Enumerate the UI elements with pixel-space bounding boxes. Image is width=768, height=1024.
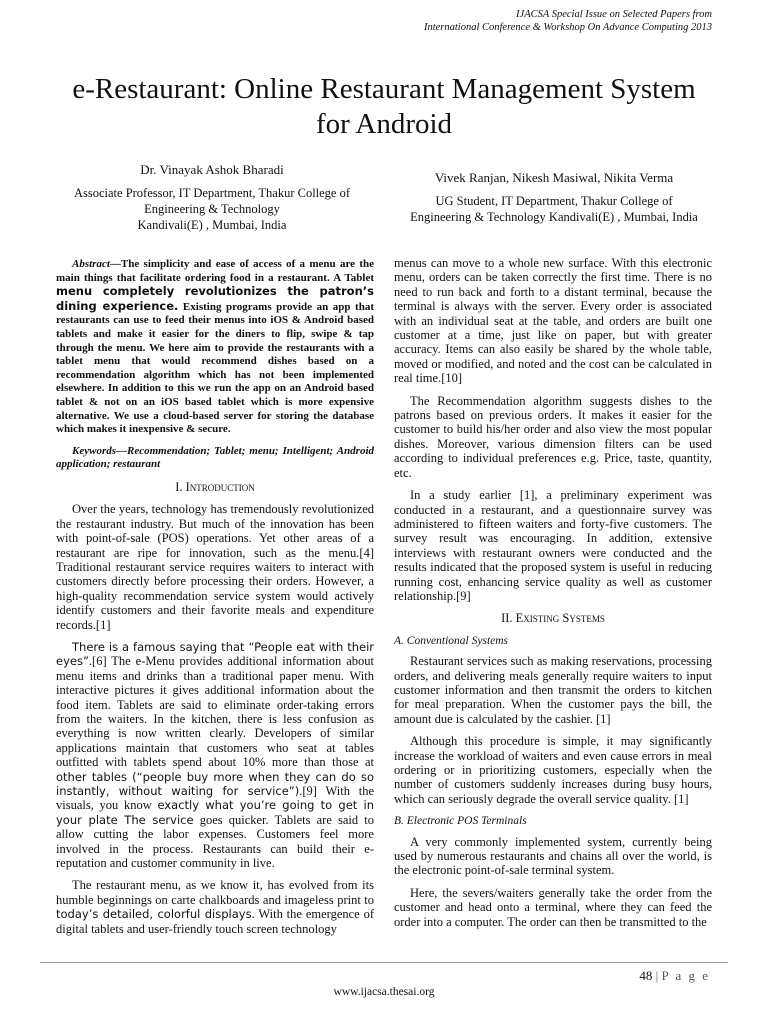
keywords bbox=[56, 445, 374, 472]
author-name-left: Dr. Vinayak Ashok Bharadi bbox=[140, 162, 284, 177]
abstract-label: Abstract bbox=[72, 258, 110, 270]
pos-paragraph-1: A very commonly implemented system, currently being used by numerous restaurants and chains all over the world, is the electronic point-of-sale terminal system. bbox=[394, 834, 712, 878]
intro-quote-4: today’s detailed, colorful displays bbox=[56, 907, 252, 922]
intro-text-2b: .[6] The e-Menu provides additional information about menu items and drinks than a traditional paper menu. With interactive pictures it gives additional information about the food item. Tablets are said to eliminate order-taking errors from the waiters. In the kitchen, there is less confusion as everything is now written clearly. Developers of similar applications maintain that customers who seat at tables outfitted with tablets spend about 10% more than those at bbox=[56, 654, 374, 770]
author-block-right bbox=[386, 170, 722, 225]
pos-paragraph-2: Here, the severs/waiters generally take the order from the customer and head onto a terminal, where they can feed the order into a computer. The order can then be transmitted to the bbox=[394, 885, 712, 929]
author-block-left bbox=[52, 162, 372, 233]
paper-title-line-1: e-Restaurant: Online Restaurant Management System bbox=[72, 73, 696, 105]
left-column bbox=[56, 258, 374, 944]
footer-divider bbox=[40, 962, 728, 963]
conventional-paragraph-1: Restaurant services such as making reservations, processing orders, and delivering meals generally require waiters to input customer information and then transmit the orders to kitchen for meal preparation. When the customer pays the bill, the amount due is calculated by the cashier. [1] bbox=[394, 654, 712, 726]
author-affiliation-left-1: Associate Professor, IT Department, Thakur College of bbox=[73, 186, 351, 200]
running-header-line-2: International Conference & Workshop On Advance Computing 2013 bbox=[423, 22, 712, 33]
author-name-right: Vivek Ranjan, Nikesh Masiwal, Nikita Verma bbox=[434, 170, 674, 185]
author-affiliation-right-1: UG Student, IT Department, Thakur College of bbox=[435, 194, 673, 208]
paper-title bbox=[40, 72, 728, 142]
keywords-text: —Recommendation; Tablet; menu; Intelligent; Android application; restaurant bbox=[56, 444, 374, 471]
subsection-heading-pos: B. Electronic POS Terminals bbox=[394, 815, 527, 828]
intro-quote-3: exactly what you’re going to get in your plate The service bbox=[56, 798, 374, 827]
running-header bbox=[424, 8, 712, 34]
page-number-separator: | bbox=[652, 968, 662, 983]
intro-text-2d: .[9] With the visuals, you know bbox=[56, 784, 374, 813]
right-paragraph-1: menus can move to a whole new surface. With this electronic menu, orders can be taken correctly the first time. There is no need to run back and forth to a distant terminal, because the terminal is always with the server. Every order is associated with an individual seat at the table, and orders are built one customer at a time, just like on paper, but with greater accuracy. Items can also easily be shared by the whole table, moved or modified, and noted and the cost can be calculated in real time.[10] bbox=[394, 256, 712, 386]
subsection-heading-conventional: A. Conventional Systems bbox=[394, 634, 509, 647]
page-number bbox=[639, 968, 710, 984]
intro-text-3a: The restaurant menu, as we know it, has evolved from its humble beginnings on carte chalkboards and imageless print to bbox=[56, 878, 374, 907]
page-word: P a g e bbox=[661, 968, 710, 983]
author-affiliation-left-3: Kandivali(E) , Mumbai, India bbox=[137, 218, 287, 232]
right-paragraph-2: The Recommendation algorithm suggests dishes to the patrons based on previous orders. It makes it easier for the customer to build his/her order and also view the most popular dishes. Moreover, various dimension filters can be used according to individual preferences e.g. Price, taste, quantity, etc. bbox=[394, 393, 712, 480]
intro-quote-2: other tables (“people buy more when they can do so instantly, without waiting for service”) bbox=[56, 769, 374, 799]
intro-text-3c: . With the emergence of digital tablets and user-friendly touch screen technology bbox=[56, 907, 374, 936]
footer-url: www.ijacsa.thesai.org bbox=[333, 986, 435, 998]
paper-title-line-2: for Android bbox=[315, 108, 453, 140]
abstract-text-3: Existing programs provide an app that restaurants can use to feed their menus into iOS & Android based tablets and make it easier for the diners to flip, swipe & tap through the menu. We here aim to provide the restaurants with a tablet menu that would recommend dishes based on a recommendation algorithm which has not been implemented elsewhere. In addition to this we run the app on an Android based tablet & not on an iOS based tablet which is more expensive alternative. We use a cloud-based server for storing the database which makes it inexpensive & secure. bbox=[56, 300, 375, 436]
author-affiliation-left-2: Engineering & Technology bbox=[144, 202, 280, 216]
page-number-value: 48 bbox=[639, 968, 653, 983]
running-header-line-1: IJACSA Special Issue on Selected Papers from bbox=[516, 9, 712, 20]
author-affiliation-right-2: Engineering & Technology Kandivali(E) , Mumbai, India bbox=[410, 210, 698, 224]
intro-paragraph-3 bbox=[56, 878, 374, 936]
abstract bbox=[56, 258, 374, 437]
intro-text-2f: goes quicker. Tablets are said to allow cutting the labor expenses. Customers feel more involved in the process. Restaurants can build their e-reputation and customer community in live. bbox=[56, 812, 374, 871]
section-heading-introduction: I. Introduction bbox=[175, 479, 255, 494]
abstract-text-1: —The simplicity and ease of access of a menu are the main things that facilitate ordering food in a restaurant. A Tablet bbox=[56, 258, 374, 284]
conventional-paragraph-2: Although this procedure is simple, it may significantly increase the workload of waiters and even cause errors in meal ordering or in prioritizing customers, especially when the number of customers suddenly increases during busy hours, which can seriously degrade the overall service quality. [1] bbox=[394, 734, 712, 806]
right-column bbox=[394, 256, 712, 937]
intro-paragraph-2 bbox=[56, 640, 374, 871]
right-paragraph-3: In a study earlier [1], a preliminary experiment was conducted in a restaurant, and a questionnaire survey was administered to fifteen waiters and forty-five customers. The survey result was encouraging. In addition, extensive interviews with restaurant owners were conducted and the results indicated that the proposed system is useful in reducing running cost, enhancing service quality as well as customer relationship.[9] bbox=[394, 488, 712, 603]
keywords-label: Keywords bbox=[72, 444, 116, 457]
intro-quote: There is a famous saying that “People eat with their eyes” bbox=[56, 639, 374, 669]
section-heading-existing-systems: II. Existing Systems bbox=[501, 611, 605, 626]
intro-paragraph-1: Over the years, technology has tremendously revolutionized the restaurant industry. But much of the innovation has been with point-of-sale (POS) operations. Yet other areas of a restaurant are ripe for innovation, such as the menu.[4] Traditional restaurant service requires waiters to interact with customers directly before processing their orders. However, a high-quality recommendation service system would actively identify customers and their favorite meals and expenditure records.[1] bbox=[56, 502, 374, 632]
abstract-text-2: menu completely revolutionizes the patron’s dining experience. bbox=[56, 284, 374, 313]
